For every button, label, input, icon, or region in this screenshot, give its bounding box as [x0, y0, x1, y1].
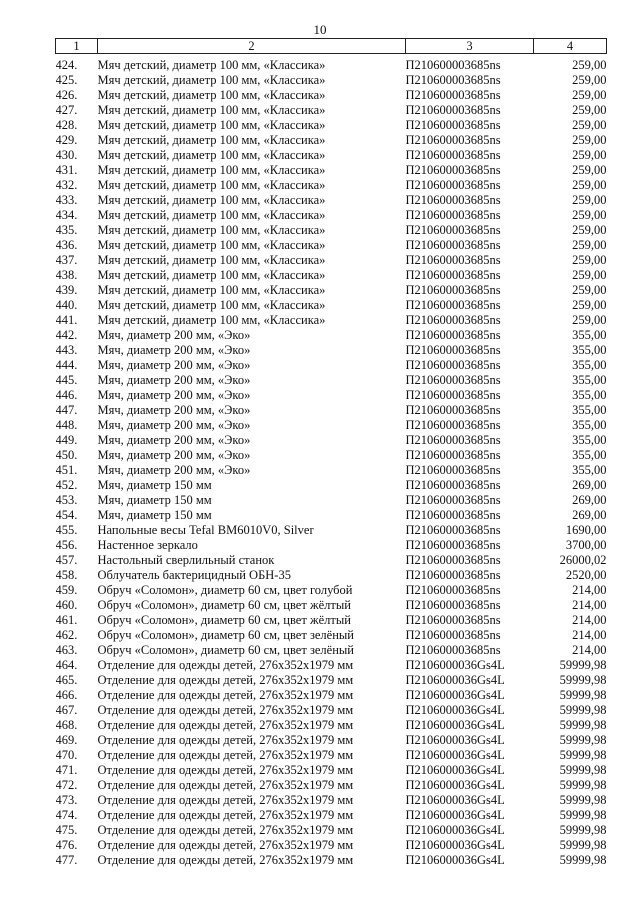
- row-number: 471.: [55, 763, 78, 777]
- item-name: Мяч, диаметр 200 мм, «Эко»: [97, 343, 251, 357]
- inventory-code: П210600003685ns: [405, 643, 501, 657]
- item-name: Настольный сверлильный станок: [97, 553, 275, 567]
- table-row: [56, 703, 607, 718]
- inventory-code: П2106000036Gs4L: [405, 808, 505, 822]
- item-name: Мяч детский, диаметр 100 мм, «Классика»: [97, 133, 326, 147]
- item-name: Мяч, диаметр 150 мм: [97, 478, 212, 492]
- table-row: [56, 298, 607, 313]
- item-name: Мяч детский, диаметр 100 мм, «Классика»: [97, 253, 326, 267]
- inventory-code: П210600003685ns: [405, 58, 501, 72]
- row-number: 434.: [55, 208, 78, 222]
- table-row: [56, 523, 607, 538]
- inventory-code: П210600003685ns: [405, 328, 501, 342]
- item-price: 214,00: [572, 598, 607, 612]
- item-price: 59999,98: [559, 748, 607, 762]
- row-number: 436.: [55, 238, 78, 252]
- table-header: [56, 39, 607, 54]
- item-name: Мяч, диаметр 200 мм, «Эко»: [97, 418, 251, 432]
- inventory-code: П210600003685ns: [405, 493, 501, 507]
- item-price: 259,00: [572, 88, 607, 102]
- row-number: 446.: [55, 388, 78, 402]
- item-price: 59999,98: [559, 823, 607, 837]
- row-number: 452.: [55, 478, 78, 492]
- item-name: Мяч, диаметр 200 мм, «Эко»: [97, 433, 251, 447]
- item-name: Мяч детский, диаметр 100 мм, «Классика»: [97, 88, 326, 102]
- item-name: Мяч детский, диаметр 100 мм, «Классика»: [97, 163, 326, 177]
- row-number: 427.: [55, 103, 78, 117]
- item-name: Отделение для одежды детей, 276x352x1979 мм: [97, 808, 354, 822]
- table-row: [56, 268, 607, 283]
- inventory-code: П210600003685ns: [405, 238, 501, 252]
- table-row: [56, 343, 607, 358]
- item-price: 59999,98: [559, 763, 607, 777]
- table-row: [56, 598, 607, 613]
- inventory-code: П210600003685ns: [405, 193, 501, 207]
- table-row: [56, 538, 607, 553]
- inventory-code: П210600003685ns: [405, 418, 501, 432]
- item-name: Облучатель бактерицидный ОБН-35: [97, 568, 291, 582]
- row-number: 455.: [55, 523, 78, 537]
- inventory-code: П2106000036Gs4L: [405, 733, 505, 747]
- item-price: 1690,00: [565, 523, 607, 537]
- row-number: 477.: [55, 853, 78, 867]
- item-name: Мяч, диаметр 200 мм, «Эко»: [97, 373, 251, 387]
- inventory-code: П2106000036Gs4L: [405, 673, 505, 687]
- inventory-code: П210600003685ns: [405, 73, 501, 87]
- item-price: 259,00: [572, 268, 607, 282]
- table-row: [56, 448, 607, 463]
- table-row: [56, 133, 607, 148]
- table-row: [56, 808, 607, 823]
- item-price: 269,00: [572, 493, 607, 507]
- table-row: [56, 778, 607, 793]
- row-number: 447.: [55, 403, 78, 417]
- inventory-code: П2106000036Gs4L: [405, 748, 505, 762]
- item-price: 355,00: [572, 373, 607, 387]
- table-row: [56, 178, 607, 193]
- item-price: 355,00: [572, 388, 607, 402]
- item-price: 259,00: [572, 223, 607, 237]
- table-row: [56, 673, 607, 688]
- row-number: 466.: [55, 688, 78, 702]
- item-price: 59999,98: [559, 838, 607, 852]
- item-name: Обруч «Соломон», диаметр 60 см, цвет зелёный: [97, 643, 354, 657]
- item-price: 355,00: [572, 403, 607, 417]
- row-number: 465.: [55, 673, 78, 687]
- inventory-code: П210600003685ns: [405, 253, 501, 267]
- inventory-code: П210600003685ns: [405, 478, 501, 492]
- item-name: Мяч детский, диаметр 100 мм, «Классика»: [97, 313, 326, 327]
- table-row: [56, 628, 607, 643]
- inventory-code: П210600003685ns: [405, 283, 501, 297]
- item-price: 259,00: [572, 208, 607, 222]
- item-name: Мяч детский, диаметр 100 мм, «Классика»: [97, 268, 326, 282]
- inventory-code: П2106000036Gs4L: [405, 688, 505, 702]
- item-price: 26000,02: [559, 553, 607, 567]
- item-name: Мяч детский, диаметр 100 мм, «Классика»: [97, 148, 326, 162]
- row-number: 424.: [55, 58, 78, 72]
- row-number: 467.: [55, 703, 78, 717]
- inventory-code: П210600003685ns: [405, 313, 501, 327]
- inventory-code: П210600003685ns: [405, 178, 501, 192]
- table-row: [56, 358, 607, 373]
- table-row: [56, 748, 607, 763]
- item-price: 259,00: [572, 133, 607, 147]
- table-row: [56, 73, 607, 88]
- item-price: 259,00: [572, 178, 607, 192]
- item-name: Мяч, диаметр 200 мм, «Эко»: [97, 388, 251, 402]
- item-name: Обруч «Соломон», диаметр 60 см, цвет жёлтый: [97, 613, 351, 627]
- row-number: 449.: [55, 433, 78, 447]
- inventory-code: П210600003685ns: [405, 583, 501, 597]
- inventory-code: П210600003685ns: [405, 448, 501, 462]
- item-name: Мяч детский, диаметр 100 мм, «Классика»: [97, 208, 326, 222]
- item-price: 59999,98: [559, 688, 607, 702]
- item-name: Отделение для одежды детей, 276x352x1979 мм: [97, 838, 354, 852]
- item-name: Отделение для одежды детей, 276x352x1979 мм: [97, 673, 354, 687]
- inventory-code: П210600003685ns: [405, 433, 501, 447]
- item-price: 355,00: [572, 463, 607, 477]
- row-number: 473.: [55, 793, 78, 807]
- row-number: 441.: [55, 313, 78, 327]
- item-name: Отделение для одежды детей, 276x352x1979 мм: [97, 763, 354, 777]
- item-price: 214,00: [572, 643, 607, 657]
- item-name: Мяч детский, диаметр 100 мм, «Классика»: [97, 298, 326, 312]
- column-header-3: 3: [406, 39, 534, 54]
- inventory-code: П210600003685ns: [405, 343, 501, 357]
- row-number: 463.: [55, 643, 78, 657]
- item-price: 214,00: [572, 613, 607, 627]
- table-row: [56, 148, 607, 163]
- item-name: Мяч детский, диаметр 100 мм, «Классика»: [97, 283, 326, 297]
- row-number: 439.: [55, 283, 78, 297]
- item-name: Мяч детский, диаметр 100 мм, «Классика»: [97, 193, 326, 207]
- inventory-code: П210600003685ns: [405, 628, 501, 642]
- item-name: Отделение для одежды детей, 276x352x1979 мм: [97, 853, 354, 867]
- table-row: [56, 838, 607, 853]
- item-price: 355,00: [572, 448, 607, 462]
- inventory-code: П210600003685ns: [405, 508, 501, 522]
- inventory-code: П210600003685ns: [405, 598, 501, 612]
- row-number: 437.: [55, 253, 78, 267]
- item-name: Отделение для одежды детей, 276x352x1979 мм: [97, 748, 354, 762]
- item-name: Обруч «Соломон», диаметр 60 см, цвет голубой: [97, 583, 353, 597]
- item-price: 259,00: [572, 253, 607, 267]
- table-row: [56, 853, 607, 868]
- item-price: 59999,98: [559, 658, 607, 672]
- table-row: [56, 313, 607, 328]
- row-number: 461.: [55, 613, 78, 627]
- item-name: Отделение для одежды детей, 276x352x1979 мм: [97, 793, 354, 807]
- item-price: 59999,98: [559, 778, 607, 792]
- inventory-code: П210600003685ns: [405, 463, 501, 477]
- table-row: [56, 88, 607, 103]
- inventory-code: П210600003685ns: [405, 298, 501, 312]
- table-row: [56, 688, 607, 703]
- row-number: 435.: [55, 223, 78, 237]
- table-row: [56, 643, 607, 658]
- item-name: Отделение для одежды детей, 276x352x1979 мм: [97, 778, 354, 792]
- row-number: 445.: [55, 373, 78, 387]
- item-name: Мяч, диаметр 200 мм, «Эко»: [97, 328, 251, 342]
- row-number: 430.: [55, 148, 78, 162]
- row-number: 459.: [55, 583, 78, 597]
- item-name: Мяч детский, диаметр 100 мм, «Классика»: [97, 73, 326, 87]
- inventory-code: П210600003685ns: [405, 163, 501, 177]
- inventory-code: П210600003685ns: [405, 373, 501, 387]
- inventory-code: П210600003685ns: [405, 388, 501, 402]
- item-name: Отделение для одежды детей, 276x352x1979 мм: [97, 718, 354, 732]
- page-number: 10: [313, 22, 327, 37]
- row-number: 468.: [55, 718, 78, 732]
- row-number: 457.: [55, 553, 78, 567]
- row-number: 469.: [55, 733, 78, 747]
- table-row: [56, 418, 607, 433]
- item-price: 2520,00: [565, 568, 607, 582]
- item-name: Мяч детский, диаметр 100 мм, «Классика»: [97, 238, 326, 252]
- inventory-code: П2106000036Gs4L: [405, 838, 505, 852]
- item-price: 214,00: [572, 583, 607, 597]
- table-row: [56, 658, 607, 673]
- item-price: 59999,98: [559, 703, 607, 717]
- item-price: 259,00: [572, 193, 607, 207]
- item-price: 269,00: [572, 478, 607, 492]
- inventory-code: П210600003685ns: [405, 538, 501, 552]
- item-price: 59999,98: [559, 793, 607, 807]
- inventory-code: П2106000036Gs4L: [405, 778, 505, 792]
- table-row: [56, 388, 607, 403]
- table-row: [56, 118, 607, 133]
- item-price: 59999,98: [559, 808, 607, 822]
- row-number: 442.: [55, 328, 78, 342]
- row-number: 444.: [55, 358, 78, 372]
- row-number: 453.: [55, 493, 78, 507]
- item-name: Мяч детский, диаметр 100 мм, «Классика»: [97, 58, 326, 72]
- item-price: 259,00: [572, 148, 607, 162]
- item-name: Мяч, диаметр 150 мм: [97, 493, 212, 507]
- row-number: 433.: [55, 193, 78, 207]
- inventory-code: П210600003685ns: [405, 223, 501, 237]
- table-row: [56, 163, 607, 178]
- item-price: 259,00: [572, 103, 607, 117]
- row-number: 454.: [55, 508, 78, 522]
- row-number: 476.: [55, 838, 78, 852]
- table-row: [56, 103, 607, 118]
- row-number: 440.: [55, 298, 78, 312]
- row-number: 462.: [55, 628, 78, 642]
- item-price: 214,00: [572, 628, 607, 642]
- inventory-code: П210600003685ns: [405, 133, 501, 147]
- row-number: 425.: [55, 73, 78, 87]
- row-number: 474.: [55, 808, 78, 822]
- row-number: 460.: [55, 598, 78, 612]
- inventory-code: П2106000036Gs4L: [405, 853, 505, 867]
- item-name: Обруч «Соломон», диаметр 60 см, цвет зелёный: [97, 628, 354, 642]
- inventory-code: П210600003685ns: [405, 553, 501, 567]
- table-row: [56, 373, 607, 388]
- item-name: Мяч детский, диаметр 100 мм, «Классика»: [97, 118, 326, 132]
- column-header-4: 4: [534, 39, 607, 54]
- item-name: Отделение для одежды детей, 276x352x1979 мм: [97, 823, 354, 837]
- table-row: [56, 403, 607, 418]
- item-price: 59999,98: [559, 718, 607, 732]
- row-number: 448.: [55, 418, 78, 432]
- table-row: [56, 283, 607, 298]
- item-name: Мяч, диаметр 150 мм: [97, 508, 212, 522]
- table-row: [56, 478, 607, 493]
- table-row: [56, 583, 607, 598]
- table-row: [56, 718, 607, 733]
- inventory-code: П210600003685ns: [405, 358, 501, 372]
- item-price: 259,00: [572, 163, 607, 177]
- inventory-code: П210600003685ns: [405, 103, 501, 117]
- item-price: 355,00: [572, 358, 607, 372]
- item-price: 269,00: [572, 508, 607, 522]
- item-price: 259,00: [572, 58, 607, 72]
- item-name: Мяч, диаметр 200 мм, «Эко»: [97, 463, 251, 477]
- table-row: [56, 823, 607, 838]
- row-number: 458.: [55, 568, 78, 582]
- item-price: 3700,00: [565, 538, 607, 552]
- inventory-code: П2106000036Gs4L: [405, 823, 505, 837]
- table-row: [56, 493, 607, 508]
- table-row: [56, 253, 607, 268]
- table-row: [56, 223, 607, 238]
- item-name: Отделение для одежды детей, 276x352x1979 мм: [97, 688, 354, 702]
- inventory-code: П2106000036Gs4L: [405, 763, 505, 777]
- inventory-code: П210600003685ns: [405, 568, 501, 582]
- item-price: 259,00: [572, 313, 607, 327]
- row-number: 438.: [55, 268, 78, 282]
- table-row: [56, 793, 607, 808]
- table-row: [56, 208, 607, 223]
- item-name: Настенное зеркало: [97, 538, 198, 552]
- item-price: 259,00: [572, 283, 607, 297]
- row-number: 470.: [55, 748, 78, 762]
- column-header-1: 1: [56, 39, 98, 54]
- inventory-code: П210600003685ns: [405, 523, 501, 537]
- item-price: 59999,98: [559, 853, 607, 867]
- inventory-table: [55, 38, 607, 868]
- inventory-code: П210600003685ns: [405, 208, 501, 222]
- item-price: 259,00: [572, 298, 607, 312]
- inventory-code: П2106000036Gs4L: [405, 703, 505, 717]
- table-row: [56, 328, 607, 343]
- item-name: Мяч, диаметр 200 мм, «Эко»: [97, 358, 251, 372]
- table-row: [56, 568, 607, 583]
- table-row: [56, 54, 607, 74]
- inventory-code: П210600003685ns: [405, 88, 501, 102]
- table-row: [56, 763, 607, 778]
- row-number: 456.: [55, 538, 78, 552]
- inventory-code: П2106000036Gs4L: [405, 658, 505, 672]
- row-number: 426.: [55, 88, 78, 102]
- item-name: Отделение для одежды детей, 276x352x1979 мм: [97, 703, 354, 717]
- header-row: [56, 39, 607, 54]
- item-price: 355,00: [572, 328, 607, 342]
- item-name: Мяч, диаметр 200 мм, «Эко»: [97, 448, 251, 462]
- item-price: 59999,98: [559, 733, 607, 747]
- inventory-code: П210600003685ns: [405, 268, 501, 282]
- row-number: 451.: [55, 463, 78, 477]
- row-number: 443.: [55, 343, 78, 357]
- inventory-code: П210600003685ns: [405, 148, 501, 162]
- item-price: 259,00: [572, 73, 607, 87]
- table-row: [56, 733, 607, 748]
- row-number: 475.: [55, 823, 78, 837]
- item-price: 259,00: [572, 118, 607, 132]
- item-price: 355,00: [572, 343, 607, 357]
- inventory-code: П2106000036Gs4L: [405, 793, 505, 807]
- item-name: Напольные весы Tefal BM6010V0, Silver: [97, 523, 314, 537]
- item-name: Мяч детский, диаметр 100 мм, «Классика»: [97, 178, 326, 192]
- item-name: Отделение для одежды детей, 276x352x1979 мм: [97, 733, 354, 747]
- row-number: 428.: [55, 118, 78, 132]
- item-name: Мяч, диаметр 200 мм, «Эко»: [97, 403, 251, 417]
- row-number: 429.: [55, 133, 78, 147]
- table-row: [56, 433, 607, 448]
- inventory-code: П2106000036Gs4L: [405, 718, 505, 732]
- item-price: 59999,98: [559, 673, 607, 687]
- table-row: [56, 238, 607, 253]
- item-name: Отделение для одежды детей, 276x352x1979 мм: [97, 658, 354, 672]
- row-number: 432.: [55, 178, 78, 192]
- inventory-code: П210600003685ns: [405, 613, 501, 627]
- item-price: 259,00: [572, 238, 607, 252]
- item-price: 355,00: [572, 418, 607, 432]
- table-row: [56, 508, 607, 523]
- row-number: 431.: [55, 163, 78, 177]
- table-row: [56, 463, 607, 478]
- table-row: [56, 613, 607, 628]
- row-number: 472.: [55, 778, 78, 792]
- inventory-code: П210600003685ns: [405, 403, 501, 417]
- row-number: 450.: [55, 448, 78, 462]
- table-row: [56, 553, 607, 568]
- item-name: Мяч детский, диаметр 100 мм, «Классика»: [97, 223, 326, 237]
- inventory-code: П210600003685ns: [405, 118, 501, 132]
- item-price: 355,00: [572, 433, 607, 447]
- row-number: 464.: [55, 658, 78, 672]
- column-header-2: 2: [98, 39, 406, 54]
- table-body: [56, 54, 607, 869]
- item-name: Обруч «Соломон», диаметр 60 см, цвет жёлтый: [97, 598, 351, 612]
- table-row: [56, 193, 607, 208]
- item-name: Мяч детский, диаметр 100 мм, «Классика»: [97, 103, 326, 117]
